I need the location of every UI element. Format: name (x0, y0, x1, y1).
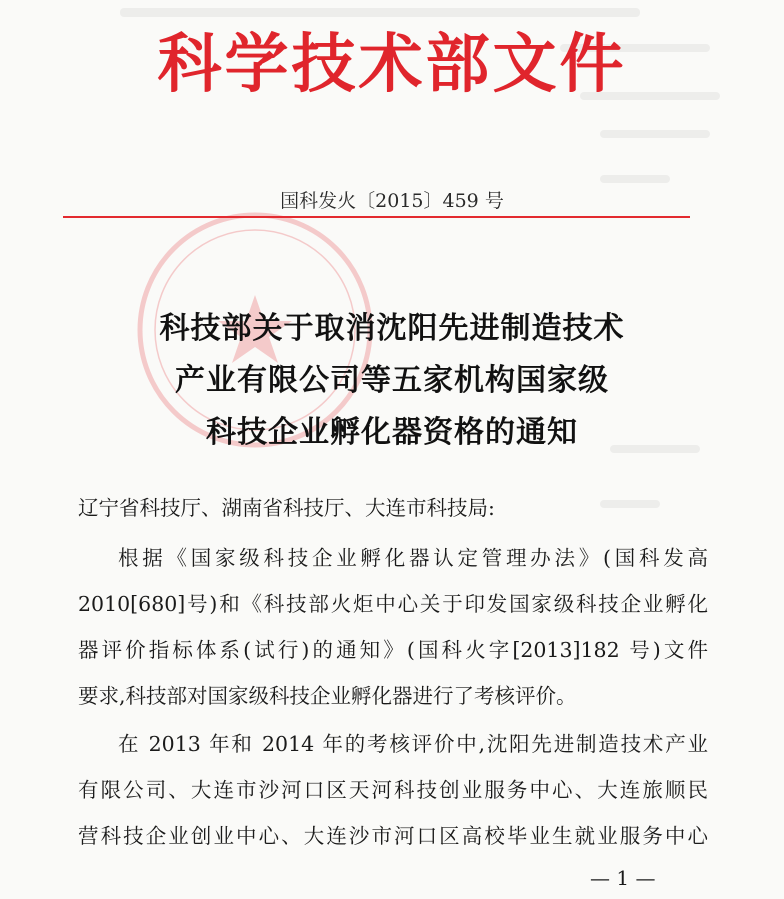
paragraph-line: 要求,科技部对国家级科技企业孵化器进行了考核评价。 (78, 684, 577, 708)
red-separator-line (63, 216, 690, 218)
page-number: — 1 — (590, 866, 656, 890)
paragraph-line: 有限公司、大连市沙河口区天河科技创业服务中心、大连旅顺民 (78, 778, 708, 802)
paragraph-line: 在 2013 年和 2014 年的考核评价中,沈阳先进制造技术产业 (118, 732, 708, 756)
title-line: 产业有限公司等五家机构国家级 (175, 363, 609, 398)
paragraph-line: 根据《国家级科技企业孵化器认定管理办法》(国科发高 (118, 546, 708, 570)
paragraph-line: 2010[680]号)和《科技部火炬中心关于印发国家级科技企业孵化 (78, 592, 708, 616)
document-number: 国科发火〔2015〕459 号 (280, 190, 504, 212)
salutation: 辽宁省科技厅、湖南省科技厅、大连市科技局: (78, 496, 495, 520)
title-line: 科技企业孵化器资格的通知 (206, 415, 578, 450)
title-line: 科技部关于取消沈阳先进制造技术 (159, 311, 625, 346)
issuer-header: 科学技术部文件 (157, 28, 627, 102)
paragraph-line: 器评价指标体系(试行)的通知》(国科火字[2013]182 号)文件 (78, 638, 708, 662)
paragraph-line: 营科技企业创业中心、大连沙市河口区高校毕业生就业服务中心 (78, 824, 708, 848)
